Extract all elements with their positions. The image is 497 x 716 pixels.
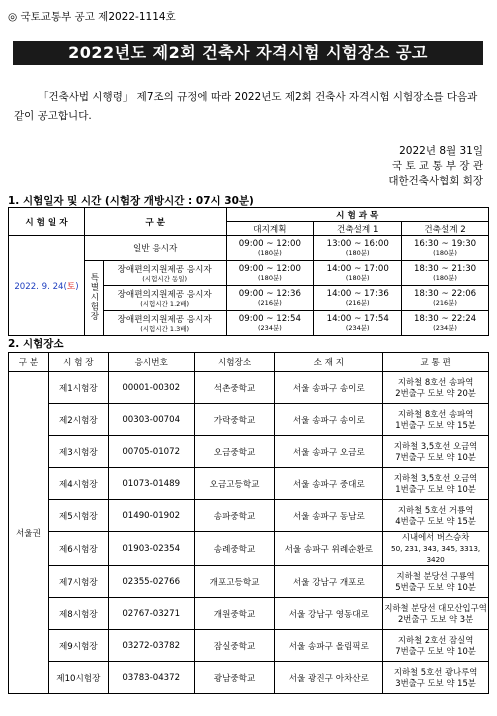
special-3-time-3: 18:30 ~ 22:24 (234분)	[402, 311, 489, 336]
transport-cell: 지하철 5호선 광나루역 3번출구 도보 약 15분	[383, 662, 489, 694]
special-label-1: 장애편의지원제공 응시자 (시험시간 동일)	[103, 261, 226, 286]
number-range-cell: 00705-01072	[108, 436, 194, 468]
school-cell: 가락중학교	[194, 404, 275, 436]
address-cell: 서울 송파구 송이로	[275, 404, 383, 436]
exam-weekday: 토	[66, 281, 76, 292]
notice-number: ◎ 국토교통부 공고 제2022-1114호	[8, 11, 176, 23]
header-category: 구 분	[84, 208, 226, 236]
subject-design-2: 건축설계 2	[402, 222, 489, 236]
issuer-minister: 국 토 교 통 부 장 관	[391, 160, 483, 172]
hall-cell: 제9시험장	[48, 630, 108, 662]
hall-cell: 제5시험장	[48, 500, 108, 532]
header-exam-date: 시 험 일 자	[9, 208, 85, 236]
intro-text: 「건축사법 시행령」 제7조의 규정에 따라 2022년도 제2회 건축사 자격시험 시험장소를 다음과 같이 공고합니다.	[14, 91, 478, 122]
special-2-time-1: 09:00 ~ 12:36 (216분)	[226, 286, 314, 311]
school-cell: 오금중학교	[194, 436, 275, 468]
header-subjects: 시 험 과 목	[226, 208, 489, 222]
general-time-1: 09:00 ~ 12:00 (180분)	[226, 236, 314, 261]
transport-cell: 지하철 3,5호선 오금역 7번출구 도보 약 10분	[383, 436, 489, 468]
hall-cell: 제8시험장	[48, 598, 108, 630]
transport-cell: 지하철 분당선 구룡역 5번출구 도보 약 10분	[383, 566, 489, 598]
general-candidates-label: 일반 응시자	[84, 236, 226, 261]
number-range-cell: 03783-04372	[108, 662, 194, 694]
venue-table	[8, 352, 489, 694]
page-title: 2022년도 제2회 건축사 자격시험 시험장소 공고	[13, 41, 483, 65]
school-cell: 석촌중학교	[194, 372, 275, 404]
number-range-cell: 01903-02354	[108, 532, 194, 566]
issuer-association: 대한건축사협회 회장	[388, 175, 483, 187]
address-cell: 서울 송파구 오금로	[275, 436, 383, 468]
hall-cell: 제3시험장	[48, 436, 108, 468]
table-row	[9, 436, 489, 468]
col-header-number: 응시번호	[108, 353, 194, 372]
address-cell: 서울 광진구 아차산로	[275, 662, 383, 694]
school-cell: 잠실중학교	[194, 630, 275, 662]
table-row	[9, 566, 489, 598]
number-range-cell: 01073-01489	[108, 468, 194, 500]
number-range-cell: 00303-00704	[108, 404, 194, 436]
transport-cell: 지하철 8호선 송파역 2번출구 도보 약 20분	[383, 372, 489, 404]
col-header-hall: 시 험 장	[48, 353, 108, 372]
special-3-time-2: 14:00 ~ 17:54 (234분)	[314, 311, 402, 336]
address-cell: 서울 송파구 송이로	[275, 372, 383, 404]
general-time-3: 16:30 ~ 19:30 (180분)	[402, 236, 489, 261]
special-label-3: 장애편의지원제공 응시자 (시험시간 1.3배)	[103, 311, 226, 336]
announcement-date: 2022년 8월 31일	[399, 145, 483, 157]
address-cell: 서울 송파구 올림픽로	[275, 630, 383, 662]
table-row	[9, 532, 489, 566]
number-range-cell: 02355-02766	[108, 566, 194, 598]
school-cell: 오금고등학교	[194, 468, 275, 500]
table-row	[9, 630, 489, 662]
col-header-address: 소 재 지	[275, 353, 383, 372]
school-cell: 송례중학교	[194, 532, 275, 566]
hall-cell: 제10시험장	[48, 662, 108, 694]
transport-cell: 지하철 2호선 잠실역 7번출구 도보 약 10분	[383, 630, 489, 662]
table-row	[9, 468, 489, 500]
special-1-time-3: 18:30 ~ 21:30 (180분)	[402, 261, 489, 286]
table-row	[9, 372, 489, 404]
hall-cell: 제4시험장	[48, 468, 108, 500]
number-range-cell: 03272-03782	[108, 630, 194, 662]
transport-cell: 지하철 3,5호선 오금역 1번출구 도보 약 10분	[383, 468, 489, 500]
number-range-cell: 02767-03271	[108, 598, 194, 630]
school-cell: 송파중학교	[194, 500, 275, 532]
special-2-time-3: 18:30 ~ 22:06 (216분)	[402, 286, 489, 311]
address-cell: 서울 강남구 개포로	[275, 566, 383, 598]
col-header-transport: 교 통 편	[383, 353, 489, 372]
hall-cell: 제6시험장	[48, 532, 108, 566]
special-3-time-1: 09:00 ~ 12:54 (234분)	[226, 311, 314, 336]
hall-cell: 제1시험장	[48, 372, 108, 404]
table-row	[9, 500, 489, 532]
schedule-table	[8, 207, 489, 336]
special-2-time-2: 14:00 ~ 17:36 (216분)	[314, 286, 402, 311]
address-cell: 서울 강남구 영동대로	[275, 598, 383, 630]
subject-site-planning: 대지계획	[226, 222, 314, 236]
address-cell: 서울 송파구 위례순환로	[275, 532, 383, 566]
transport-cell: 지하철 8호선 송파역 1번출구 도보 약 15분	[383, 404, 489, 436]
exam-date: 2022. 9. 24(토)	[9, 236, 85, 336]
school-cell: 광남중학교	[194, 662, 275, 694]
special-venue-label: 특별시험장	[84, 261, 103, 336]
school-cell: 개포고등학교	[194, 566, 275, 598]
general-time-2: 13:00 ~ 16:00 (180분)	[314, 236, 402, 261]
table-row	[9, 598, 489, 630]
number-range-cell: 00001-00302	[108, 372, 194, 404]
table-row	[9, 404, 489, 436]
region-seoul: 서울권	[9, 372, 49, 694]
school-cell: 개원중학교	[194, 598, 275, 630]
section-2-heading: 2. 시험장소	[8, 338, 64, 350]
subject-design-1: 건축설계 1	[314, 222, 402, 236]
transport-cell: 지하철 5호선 거룡역 4번출구 도보 약 15분	[383, 500, 489, 532]
section-1-heading: 1. 시험일자 및 시간 (시험장 개방시간 : 07시 30분)	[8, 195, 254, 207]
table-row	[9, 662, 489, 694]
col-header-region: 구 분	[9, 353, 49, 372]
special-label-2: 장애편의지원제공 응시자 (시험시간 1.2배)	[103, 286, 226, 311]
special-1-time-1: 09:00 ~ 12:00 (180분)	[226, 261, 314, 286]
hall-cell: 제2시험장	[48, 404, 108, 436]
address-cell: 서울 송파구 동남로	[275, 500, 383, 532]
transport-cell: 시내에서 버스승차 50, 231, 343, 345, 3313, 3420	[383, 532, 489, 566]
special-1-time-2: 14:00 ~ 17:00 (180분)	[314, 261, 402, 286]
col-header-place: 시험장소	[194, 353, 275, 372]
address-cell: 서울 송파구 중대로	[275, 468, 383, 500]
number-range-cell: 01490-01902	[108, 500, 194, 532]
hall-cell: 제7시험장	[48, 566, 108, 598]
transport-cell: 지하철 분당선 대모산입구역 2번출구 도보 약 3분	[383, 598, 489, 630]
